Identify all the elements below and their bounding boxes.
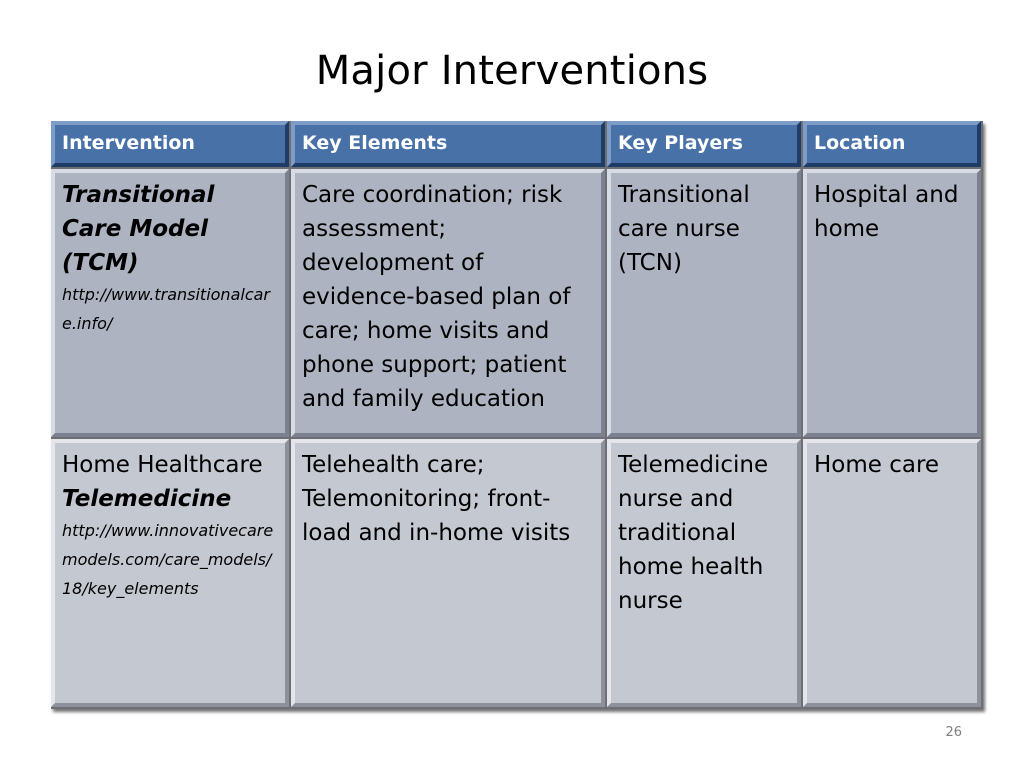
row1-location: Hospital and home bbox=[803, 169, 981, 437]
header-intervention: Intervention bbox=[51, 121, 289, 167]
row1-intervention-url: http://www.transitionalcare.info/ bbox=[62, 285, 270, 333]
header-key-players: Key Players bbox=[607, 121, 801, 167]
row1-intervention-name: Transitional Care Model (TCM) bbox=[62, 182, 215, 276]
row2-location: Home care bbox=[803, 439, 981, 707]
row2-key-elements: Telehealth care; Telemonitoring; front-load and in-home visits bbox=[291, 439, 605, 707]
row2-intervention-url: http://www.innovativecaremodels.com/care_models/18/key_elements bbox=[62, 521, 274, 598]
row1-intervention-cell bbox=[51, 169, 289, 437]
row2-intervention-cell bbox=[51, 439, 289, 707]
header-location: Location bbox=[803, 121, 981, 167]
header-key-elements: Key Elements bbox=[291, 121, 605, 167]
interventions-table bbox=[51, 121, 983, 709]
slide-title: Major Interventions bbox=[315, 48, 709, 94]
row2-intervention-line1: Home Healthcare bbox=[62, 452, 263, 478]
page-number: 26 bbox=[945, 725, 962, 740]
row1-key-elements: Care coordination; risk assessment; development of evidence-based plan of care; home visits and phone support; patient and family education bbox=[291, 169, 605, 437]
row2-intervention-name: Telemedicine bbox=[62, 486, 232, 512]
row1-key-players: Transitional care nurse (TCN) bbox=[607, 169, 801, 437]
row2-key-players: Telemedicine nurse and traditional home health nurse bbox=[607, 439, 801, 707]
